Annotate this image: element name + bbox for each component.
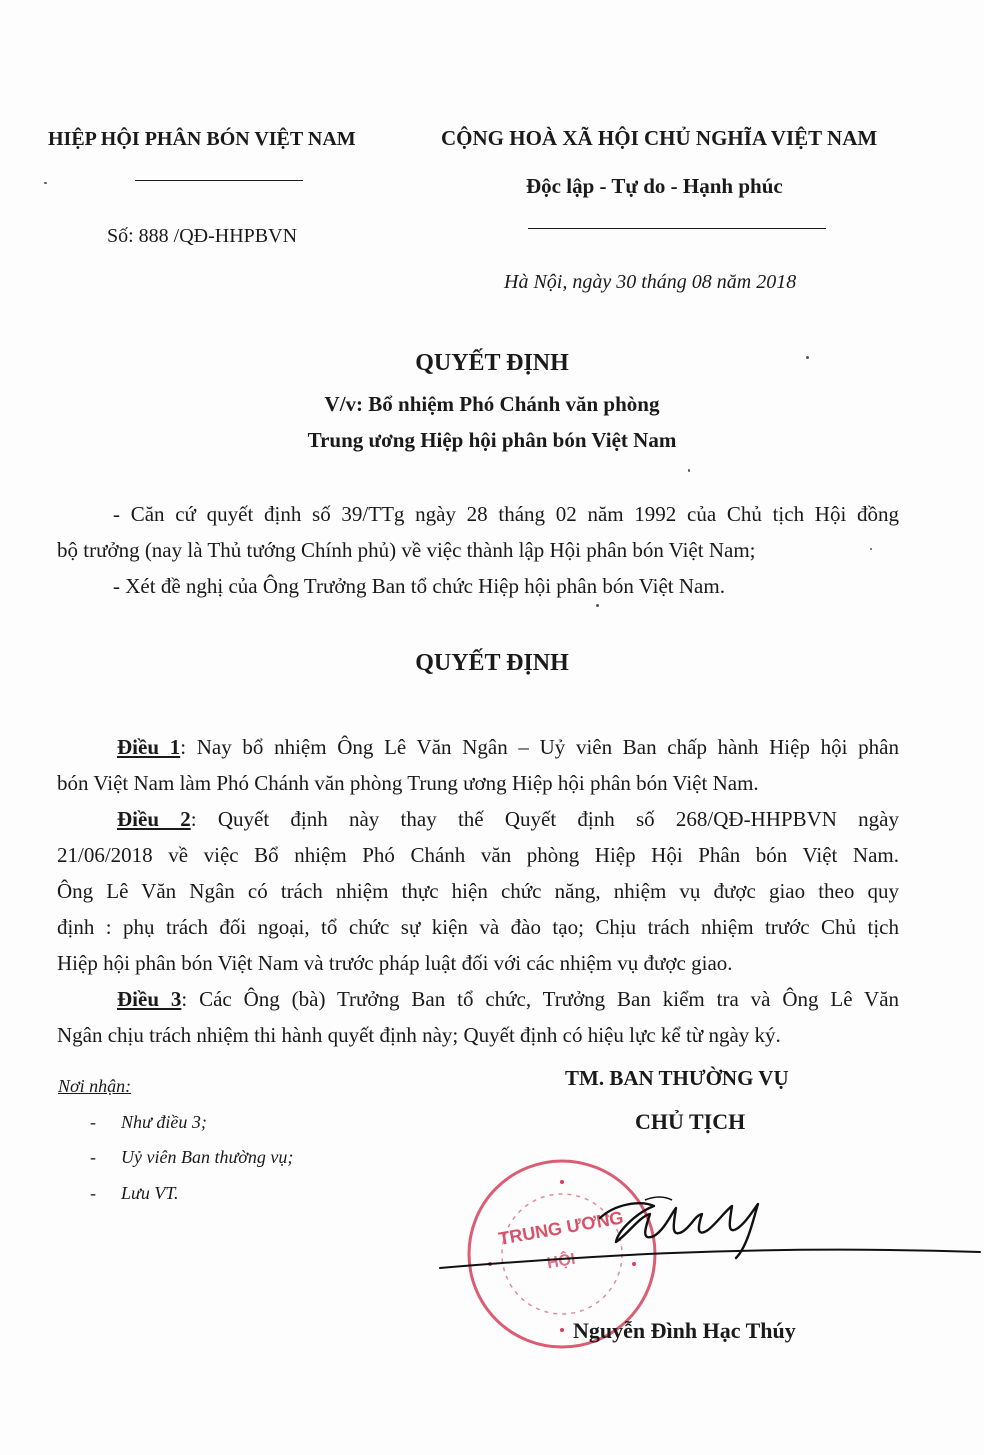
seal-text: TRUNG ƯƠNG [497,1207,625,1249]
article-1-label: Điều 1 [117,735,181,759]
article-3-line: Ngân chịu trách nhiệm thi hành quyết định này; Quyết định có hiệu lực kể từ ngày ký. [57,1023,781,1047]
handwritten-signature-icon [440,1186,980,1276]
national-motto: Độc lập - Tự do - Hạnh phúc [526,174,783,198]
signer-name: Nguyễn Đình Hạc Thúy [573,1318,796,1343]
preamble-line: - Xét đề nghị của Ông Trưởng Ban tổ chức Hiệp hội phân bón Việt Nam. [113,574,725,598]
article-2-line: Điều 2: Quyết định này thay thế Quyết định số 268/QĐ-HHPBVN ngày [117,807,899,831]
article-2-line: 21/06/2018 về việc Bổ nhiệm Phó Chánh văn phòng Hiệp Hội Phân bón Việt Nam. [57,843,899,867]
article-3-line: Điều 3: Các Ông (bà) Trưởng Ban tổ chức, Trưởng Ban kiểm tra và Ông Lê Văn [117,987,900,1011]
country-name: CỘNG HOÀ XÃ HỘI CHỦ NGHĨA VIỆT NAM [441,126,878,150]
subject-line-2: Trung ương Hiệp hội phân bón Việt Nam [307,428,677,452]
preamble [57,496,899,604]
place-and-date: Hà Nội, ngày 30 tháng 08 năm 2018 [504,271,797,293]
document-title: QUYẾT ĐỊNH [415,350,569,376]
scan-speck [688,469,690,472]
preamble-line: - Căn cứ quyết định số 39/TTg ngày 28 tháng 02 năm 1992 của Chủ tịch Hội đồng [113,502,899,526]
signer-role: CHỦ TỊCH [635,1109,746,1134]
subject-line-1: V/v: Bổ nhiệm Phó Chánh văn phòng [324,392,660,416]
recipient-item: Lưu VT. [121,1183,179,1203]
scan-speck [870,548,872,550]
article-1-line: bón Việt Nam làm Phó Chánh văn phòng Trung ương Hiệp hội phân bón Việt Nam. [57,771,759,795]
article-3-label: Điều 3 [117,987,182,1011]
article-2-line: Ông Lê Văn Ngân có trách nhiệm thực hiện chức năng, nhiệm vụ được giao theo quy [57,879,899,903]
recipient-dash: - [90,1112,96,1132]
seal-text-secondary: HỘI [545,1250,577,1273]
article-1-line: Điều 1: Nay bổ nhiệm Ông Lê Văn Ngân – Uỷ viên Ban chấp hành Hiệp hội phân [117,735,899,759]
recipients-title: Nơi nhận: [58,1076,132,1096]
on-behalf-of: TM. BAN THƯỜNG VỤ [565,1066,789,1090]
organization-name: HIỆP HỘI PHÂN BÓN VIỆT NAM [48,128,356,150]
motto-underline [528,228,826,229]
recipient-dash: - [90,1183,96,1203]
article-2-line: định : phụ trách đối ngoại, tổ chức sự kiện và đào tạo; Chịu trách nhiệm trước Chủ tịch [57,915,899,939]
recipient-item: Uỷ viên Ban thường vụ; [121,1147,294,1167]
recipient-item: Như điều 3; [121,1112,207,1132]
recipient-dash: - [90,1147,96,1167]
document-number: Số: 888 /QĐ-HHPBVN [107,225,298,247]
scan-speck [596,604,599,607]
preamble-line: bộ trưởng (nay là Thủ tướng Chính phủ) về việc thành lập Hội phân bón Việt Nam; [57,538,756,562]
scan-speck [806,356,809,359]
articles [57,729,899,1053]
scan-speck [44,182,47,184]
org-underline [135,180,303,181]
article-2-line: Hiệp hội phân bón Việt Nam và trước pháp luật đối với các nhiệm vụ được giao. [57,951,733,975]
article-2-label: Điều 2 [117,807,191,831]
decision-heading: QUYẾT ĐỊNH [415,650,569,676]
